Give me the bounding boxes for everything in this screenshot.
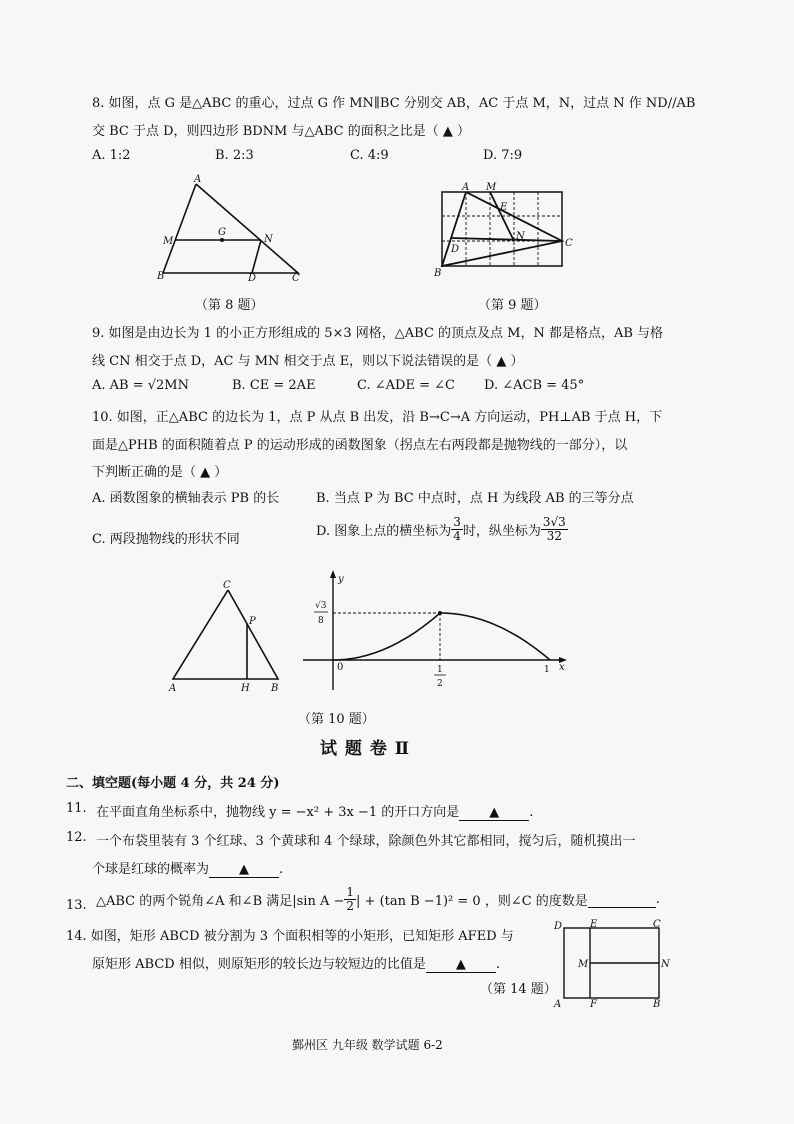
q9-option-d: D. ∠ACB = 45° [484,378,585,393]
q14-label-d: D [554,921,563,932]
q10-tri-label-b: B [271,683,279,694]
q9-label-b: B [434,268,442,278]
section-heading: 二、填空题(每小题 4 分，共 24 分) [66,776,280,791]
q9-stem-line1: 9. 如图是由边长为 1 的小正方形组成的 5×3 网格，△ABC 的顶点及点 M，N 都是格点，AB 与格 [92,326,664,341]
q11-line: 在平面直角坐标系中，抛物线 y = −x² + 3x −1 的开口方向是 ▲ . [96,805,534,820]
q8-option-c: C. 4:9 [350,148,389,163]
q9-label-a: A [462,182,470,193]
page-footer: 鄞州区 九年级 数学试题 6-2 [292,1038,443,1052]
q10-graph-xtick-num: 1 [437,665,443,675]
q10-triangle-figure [165,578,285,696]
q9-option-b: B. CE = 2AE [232,378,316,393]
q10-tri-label-a: A [169,683,177,694]
q10-graph-origin: 0 [337,662,344,673]
q13-text-post: | + (tan B −1)² = 0 ，则∠C 的度数是 [356,894,588,909]
q10-option-d-pre: D. 图象上点的横坐标为 [316,524,452,539]
q14-label-b: B [653,999,661,1010]
q12-answer-blank[interactable]: ▲ [209,862,279,878]
q10-tri-label-h: H [241,683,250,694]
q14-label-a: A [554,999,562,1010]
q8-label-g: G [218,227,226,238]
q8-figure [150,172,320,282]
q13-frac-num: 1 [346,885,355,899]
section-title: 试 题 卷 Ⅱ [320,739,411,759]
q9-stem-line2: 线 CN 相交于点 D，AC 与 MN 相交于点 E，则以下说法错误的是（ ▲ ） [92,354,524,369]
q14-figure [550,918,672,1010]
q13-number: 13. [66,898,87,913]
q8-caption: （第 8 题） [195,298,264,313]
q10-tri-label-c: C [223,580,231,591]
q10-stem-line2: 面是△PHB 的面积随着点 P 的运动形成的函数图象（拐点左右两段都是抛物线的一部分），以 [92,438,628,453]
q8-stem-line1: 8. 如图，点 G 是△ABC 的重心，过点 G 作 MN∥BC 分别交 AB，AC 于点 M，N，过点 N 作 ND//AB [92,96,696,111]
q10-caption: （第 10 题） [298,712,375,727]
q10-stem-line3: 下判断正确的是（ ▲ ） [92,465,228,480]
q8-label-d: D [248,273,257,282]
q9-label-m: M [486,182,497,193]
q10-curve [333,613,550,660]
q10-graph-xtick-den: 2 [437,679,443,689]
q14-text-line1: 14. 如图，矩形 ABCD 被分割为 3 个面积相等的小矩形，已知矩形 AFED 与 [66,929,514,944]
q10-option-d-fraction-x [451,516,463,543]
q10-stem-line1: 10. 如图，正△ABC 的边长为 1，点 P 从点 B 出发，沿 B→C→A 方向运动，PH⊥AB 于点 H，下 [92,410,663,425]
q13-answer-blank[interactable] [588,892,656,908]
q14-label-e: E [590,919,598,930]
q8-option-b: B. 2:3 [215,148,254,163]
q9-label-n: N [516,231,525,242]
q10-graph-ytick-num: √3 [315,601,327,611]
q10-option-d-mid: 时，纵坐标为 [462,524,541,539]
q9-option-c: C. ∠ADE = ∠C [357,378,455,393]
q14-label-n: N [661,959,670,970]
q10-tri-label-p: P [249,616,256,627]
q10-frac-x-num: 3 [453,515,461,529]
q8-option-a: A. 1:2 [92,148,131,163]
q9-figure [432,178,582,278]
q10-frac-y-den: 32 [546,529,562,543]
q14-line2: 原矩形 ABCD 相似，则原矩形的较长边与较短边的比值是 ▲ . [92,957,500,972]
q14-label-m: M [578,959,589,970]
q14-label-c: C [653,919,661,930]
q11-text: 在平面直角坐标系中，抛物线 y = −x² + 3x −1 的开口方向是 [96,805,460,820]
q13-text-pre: △ABC 的两个锐角∠A 和∠B 满足|sin A − [96,894,345,909]
q10-graph-label-x: x [559,662,565,673]
q10-graph-xend: 1 [544,665,550,675]
q13-fraction [344,886,356,913]
q11-number: 11. [66,801,87,816]
q8-label-c: C [292,273,300,282]
q9-caption: （第 9 题） [478,298,547,313]
q10-graph-figure [295,566,575,696]
q14-label-f: F [590,999,597,1010]
q10-option-d [316,516,568,543]
q13-frac-den: 2 [346,899,355,913]
q12-text-line2: 个球是红球的概率为 [92,862,210,877]
q8-option-d: D. 7:9 [483,148,523,163]
q10-option-b: B. 当点 P 为 BC 中点时，点 H 为线段 AB 的三等分点 [316,491,634,506]
q10-frac-y-num: 3√3 [542,515,566,529]
q14-answer-blank[interactable]: ▲ [426,957,496,973]
q10-graph-label-y: y [338,574,344,585]
q14-text-line2: 原矩形 ABCD 相似，则原矩形的较长边与较短边的比值是 [92,957,426,972]
q14-caption: （第 14 题） [480,982,557,997]
q13-line: △ABC 的两个锐角∠A 和∠B 满足|sin A − $\frac{1}{2}$ | + (tan B −1)² = 0 ，则∠C 的度数是 . [96,885,660,913]
q9-label-c: C [565,238,573,249]
q8-label-b: B [157,271,165,282]
q10-option-a: A. 函数图象的横轴表示 PB 的长 [92,491,280,506]
q8-stem-line2: 交 BC 于点 D，则四边形 BDNM 与△ABC 的面积之比是（ ▲ ） [92,124,471,139]
q10-graph-ytick-den: 8 [318,616,324,626]
q11-answer-blank[interactable]: ▲ [459,805,529,821]
q8-label-a: A [194,174,202,185]
q9-label-d: D [451,244,460,255]
q8-label-m: M [163,236,174,247]
q12-text-line1: 一个布袋里装有 3 个红球、3 个黄球和 4 个绿球，除颜色外其它都相同，搅匀后，随机摸出一 [96,834,636,849]
q12-number: 12. [66,830,87,845]
q10-frac-x-den: 4 [453,529,461,543]
q10-option-d-fraction-y [541,516,568,543]
q9-label-e: E [500,202,508,213]
q8-label-n: N [264,234,273,245]
q12-line2: 个球是红球的概率为 ▲ . [92,862,284,877]
q9-option-a: A. AB = √2MN [92,378,189,393]
q10-option-c: C. 两段抛物线的形状不同 [92,532,240,547]
